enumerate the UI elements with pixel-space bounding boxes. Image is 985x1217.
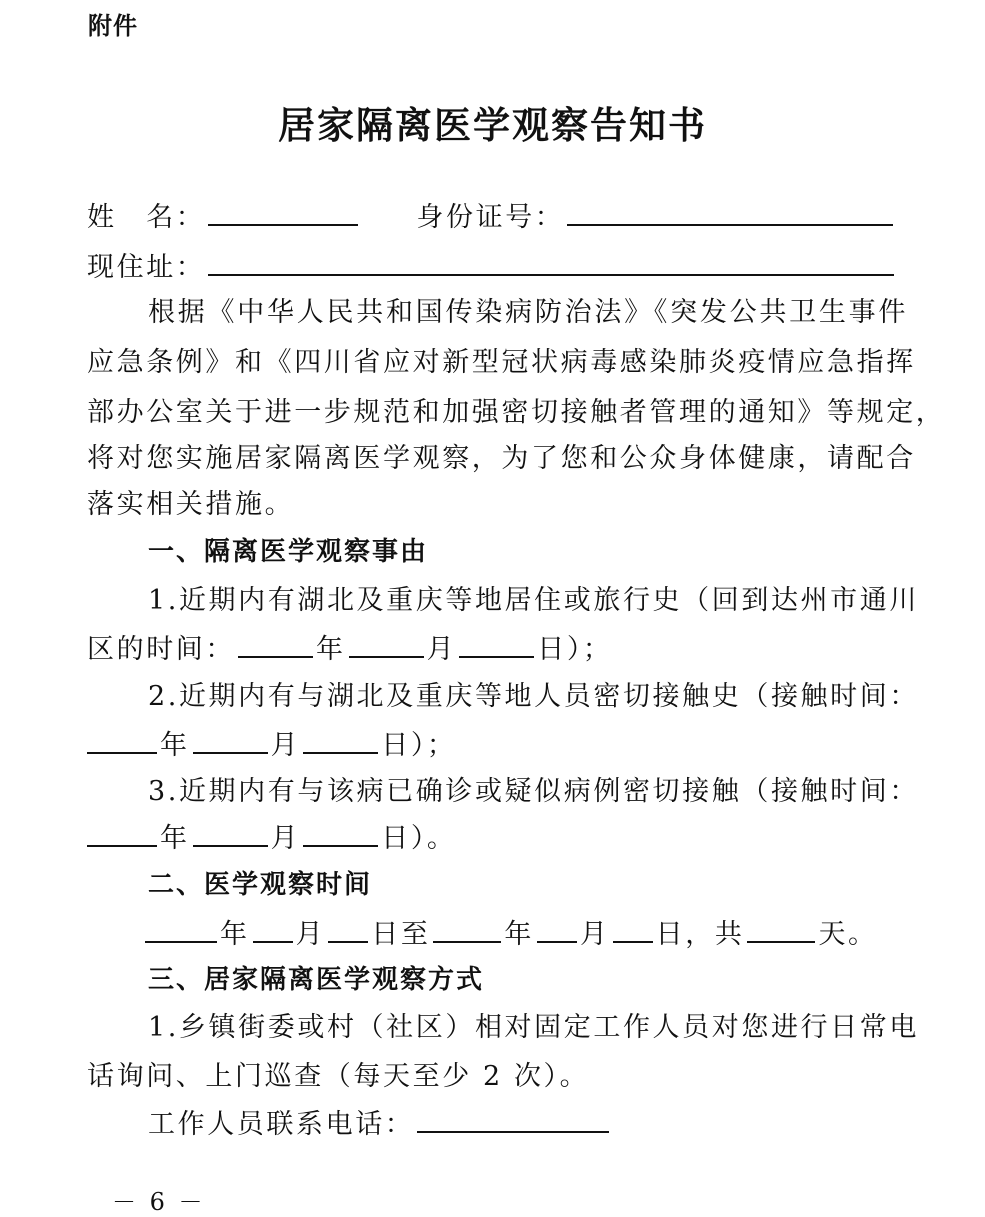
year-label: 年 [316,634,346,665]
end-day-blank[interactable] [613,913,653,943]
month-label: 月 [426,634,457,665]
observation-period-row [145,910,905,960]
intro-line-3: 部办公室关于进一步规范和加强密切接触者管理的通知》等规定， [87,397,946,428]
year-label: 年 [220,919,250,950]
section3-item1-line2: 话询问、上门巡查（每天至少 2 次）。 [87,1061,590,1092]
section3-heading: 三、居家隔离医学观察方式 [148,965,485,995]
section1-heading: 一、隔离医学观察事由 [148,537,429,567]
start-day-blank[interactable] [328,913,368,943]
contact-phone-row [148,1100,908,1150]
contact2-month-blank[interactable] [193,724,268,754]
address-label: 现住址： [87,252,206,283]
attachment-label: 附件 [88,12,138,40]
total-days-blank[interactable] [747,913,815,943]
id-label: 身份证号： [416,202,565,233]
month-label: 月 [270,730,301,761]
return-time-label: 区的时间： [87,634,235,665]
month-label: 月 [295,919,326,950]
contact3-day-blank[interactable] [303,817,378,847]
section2-heading: 二、医学观察时间 [148,870,373,900]
name-id-row [87,193,907,243]
intro-line-5: 落实相关措施。 [87,489,295,520]
name-label: 姓 名： [87,202,206,233]
start-month-blank[interactable] [253,913,293,943]
return-month-blank[interactable] [349,628,424,658]
day-label: 日）； [381,730,457,761]
contact-phone-label: 工作人员联系电话： [148,1109,415,1140]
return-year-blank[interactable] [238,628,313,658]
section1-item2-line2 [87,721,907,771]
section1-item1-line1: 1.近期内有湖北及重庆等地居住或旅行史（回到达州市通川 [148,585,919,616]
intro-line-2: 应急条例》和《四川省应对新型冠状病毒感染肺炎疫情应急指挥 [87,347,916,378]
return-day-blank[interactable] [459,628,534,658]
section1-item3-line2 [87,814,907,864]
intro-line-4: 将对您实施居家隔离医学观察，为了您和公众身体健康，请配合 [87,443,916,474]
days-end-label: 天。 [818,919,878,950]
month-label: 月 [580,919,610,950]
section1-item2-line1: 2.近期内有与湖北及重庆等地人员密切接触史（接触时间： [148,681,919,712]
start-year-blank[interactable] [145,913,217,943]
month-label: 月 [270,823,301,854]
year-label: 年 [160,823,190,854]
id-blank[interactable] [567,196,893,226]
intro-line-1: 根据《中华人民共和国传染病防治法》《突发公共卫生事件 [148,297,908,328]
section1-item3-line1: 3.近期内有与该病已确诊或疑似病例密切接触（接触时间： [148,776,919,807]
section1-item1-line2 [87,625,907,675]
contact3-month-blank[interactable] [193,817,268,847]
end-month-blank[interactable] [537,913,577,943]
contact2-year-blank[interactable] [87,724,157,754]
day-comma-label: 日， [655,919,715,950]
address-row [87,243,907,293]
contact3-year-blank[interactable] [87,817,157,847]
day-label: 日）。 [381,823,457,854]
end-year-blank[interactable] [433,913,501,943]
year-label: 年 [160,730,190,761]
contact-phone-blank[interactable] [417,1103,609,1133]
page-number: － 6 － [112,1188,206,1216]
document-title: 居家隔离医学观察告知书 [278,103,707,147]
section3-item1-line1: 1.乡镇街委或村（社区）相对固定工作人员对您进行日常电 [148,1012,919,1043]
total-label: 共 [714,919,745,950]
year-label: 年 [504,919,535,950]
day-label: 日）； [537,634,613,665]
address-blank[interactable] [208,246,894,276]
contact2-day-blank[interactable] [303,724,378,754]
name-blank[interactable] [208,196,358,226]
day-to-label: 日至 [371,919,431,950]
